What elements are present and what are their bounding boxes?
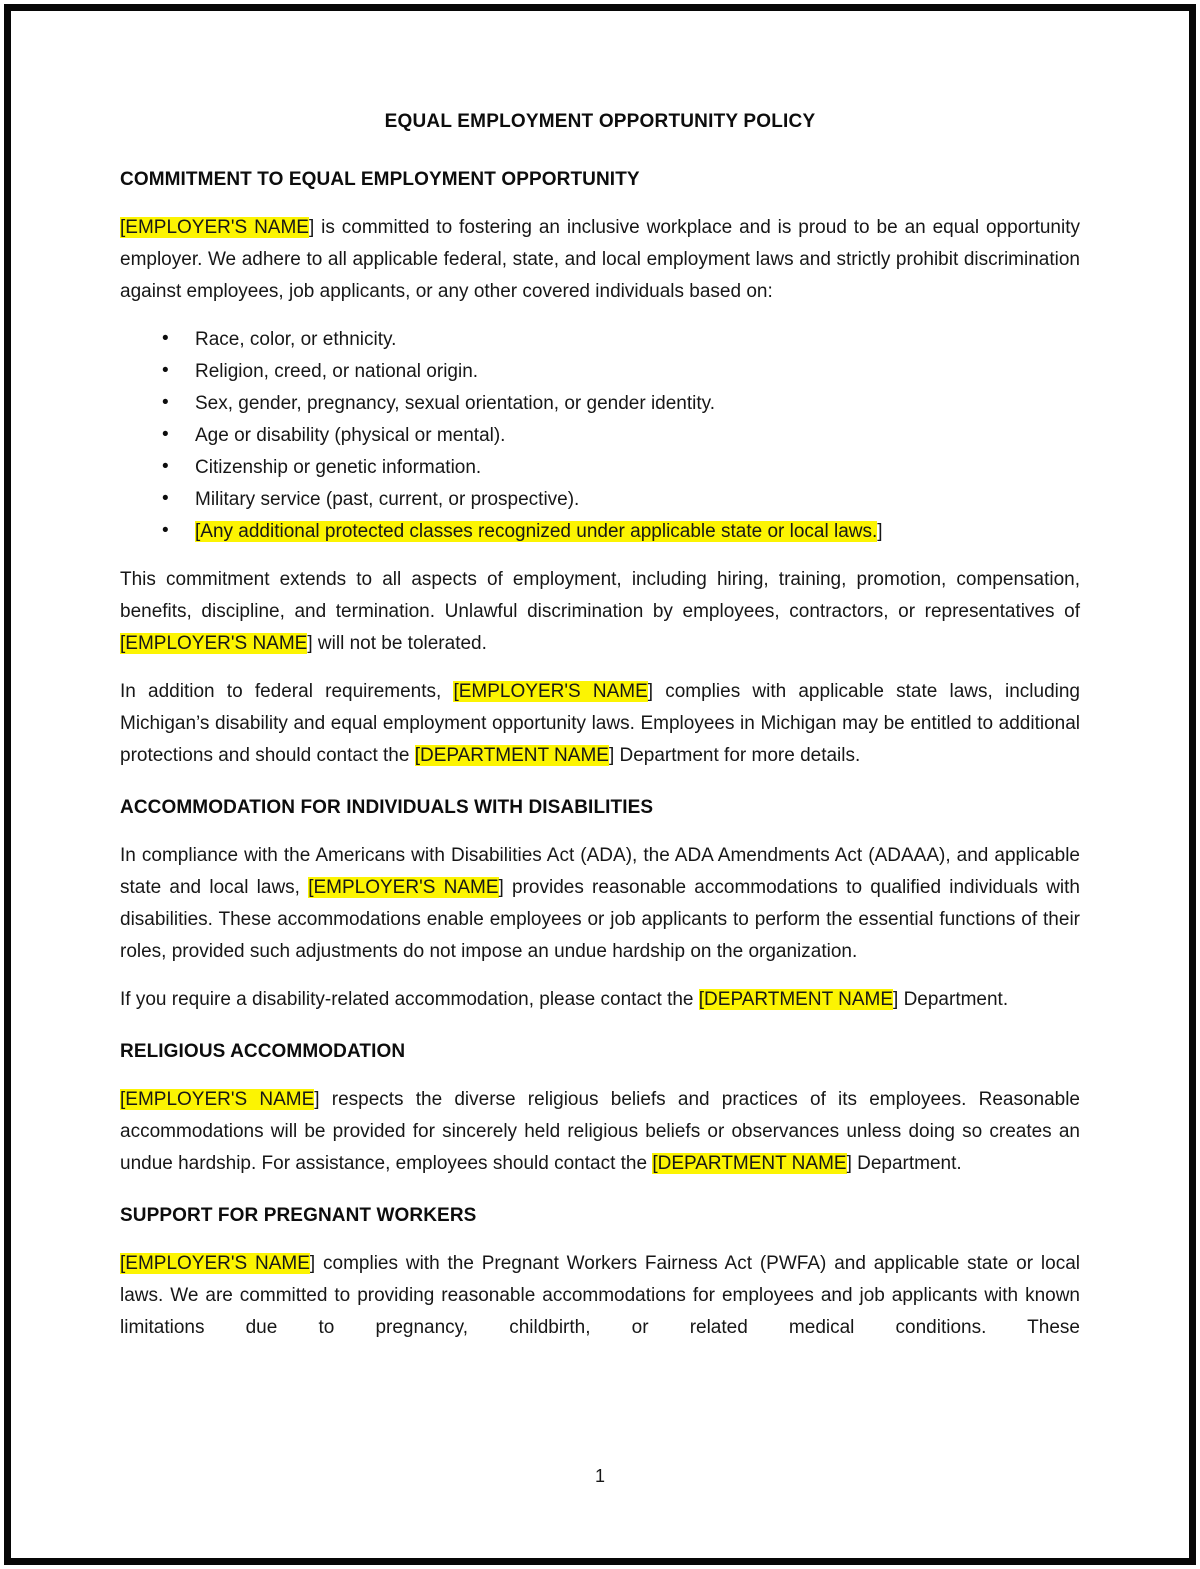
text-run: ] Department. [846, 1153, 962, 1174]
highlighted-placeholder: [EMPLOYER'S NAME [120, 633, 308, 654]
text-run: ] [877, 521, 883, 542]
text-run: ] Department for more details. [608, 745, 861, 766]
text-run: Religion, creed, or national origin. [195, 361, 479, 382]
bullet-icon: • [162, 456, 169, 477]
document-body [120, 164, 1080, 1344]
bullet-item [120, 324, 1080, 356]
text-run: ] will not be tolerated. [307, 633, 487, 654]
text-run: Military service (past, current, or prospective). [195, 489, 580, 510]
bullet-list [120, 324, 1080, 548]
text-run: Sex, gender, pregnancy, sexual orientation, or gender identity. [195, 393, 716, 414]
text-run: Race, color, or ethnicity. [195, 329, 397, 350]
bullet-icon: • [162, 424, 169, 445]
bullet-icon: • [162, 488, 169, 509]
section-heading: SUPPORT FOR PREGNANT WORKERS [120, 1205, 477, 1226]
highlighted-placeholder: [Any additional protected classes recognized under applicable state or local laws. [195, 521, 878, 542]
bullet-item [120, 452, 1080, 484]
paragraph [120, 564, 1080, 660]
bullet-item [120, 388, 1080, 420]
section-heading: RELIGIOUS ACCOMMODATION [120, 1041, 406, 1062]
text-run: Citizenship or genetic information. [195, 457, 482, 478]
section-heading: ACCOMMODATION FOR INDIVIDUALS WITH DISABILITIES [120, 797, 654, 818]
document-content [120, 106, 1080, 1360]
text-run: ] complies with the Pregnant Workers Fairness Act (PWFA) and applicable state or local laws. We are committed to providing reasonable accommodations for employees and job applicants with known limitations due to pregnancy, childbirth, or related medical conditions. These [120, 1253, 1080, 1338]
paragraph [120, 676, 1080, 772]
text-run: In addition to federal requirements, [120, 681, 454, 702]
bullet-item [120, 484, 1080, 516]
paragraph [120, 984, 1080, 1016]
text-run: ] provides reasonable accommodations to qualified individuals with disabilities. These accommodations enable employees or job applicants to perform the essential functions of their roles, provided such adjustments do not impose an undue hardship on the organization. [120, 877, 1080, 962]
highlighted-placeholder: [EMPLOYER'S NAME [120, 1253, 310, 1274]
text-run: In compliance with the Americans with Disabilities Act (ADA), the ADA Amendments Act (ADAAA), and applicable state and local laws, [120, 845, 1080, 898]
bullet-icon: • [162, 520, 169, 541]
text-run: If you require a disability-related accommodation, please contact the [120, 989, 699, 1010]
bullet-icon: • [162, 392, 169, 413]
section-heading: COMMITMENT TO EQUAL EMPLOYMENT OPPORTUNITY [120, 169, 640, 190]
bullet-icon: • [162, 328, 169, 349]
bullet-item [120, 420, 1080, 452]
bullet-icon: • [162, 360, 169, 381]
paragraph [120, 1084, 1080, 1180]
bullet-item [120, 356, 1080, 388]
highlighted-placeholder: [EMPLOYER'S NAME [120, 1089, 315, 1110]
text-run: ] complies with applicable state laws, including Michigan’s disability and equal employment opportunity laws. Employees in Michigan may be entitled to additional protections and should contact the [120, 681, 1080, 766]
page-number: 1 [594, 1466, 605, 1486]
paragraph [120, 1248, 1080, 1344]
text-run: This commitment extends to all aspects of employment, including hiring, training, promotion, compensation, benefits, discipline, and termination. Unlawful discrimination by employees, contractors, or representatives of [120, 569, 1080, 622]
highlighted-placeholder: [DEPARTMENT NAME [698, 989, 894, 1010]
paragraph [120, 840, 1080, 968]
paragraph [120, 212, 1080, 308]
text-run: ] respects the diverse religious beliefs and practices of its employees. Reasonable accommodations will be provided for sincerely held religious beliefs or observances unless doing so creates an undue hardship. For assistance, employees should contact the [120, 1089, 1081, 1174]
highlighted-placeholder: [DEPARTMENT NAME [652, 1153, 847, 1174]
highlighted-placeholder: [DEPARTMENT NAME [414, 745, 609, 766]
highlighted-placeholder: [EMPLOYER'S NAME [308, 877, 499, 898]
highlighted-placeholder: [EMPLOYER'S NAME [453, 681, 648, 702]
document-title: EQUAL EMPLOYMENT OPPORTUNITY POLICY [384, 111, 816, 132]
bullet-item [120, 516, 1080, 548]
highlighted-placeholder: [EMPLOYER'S NAME [120, 217, 309, 238]
text-run: ] Department. [893, 989, 1009, 1010]
text-run: ] is committed to fostering an inclusive workplace and is proud to be an equal opportunity employer. We adhere to all applicable federal, state, and local employment laws and strictly prohibit discrimination against employees, job applicants, or any other covered individuals based on: [120, 217, 1080, 302]
text-run: Age or disability (physical or mental). [195, 425, 506, 446]
